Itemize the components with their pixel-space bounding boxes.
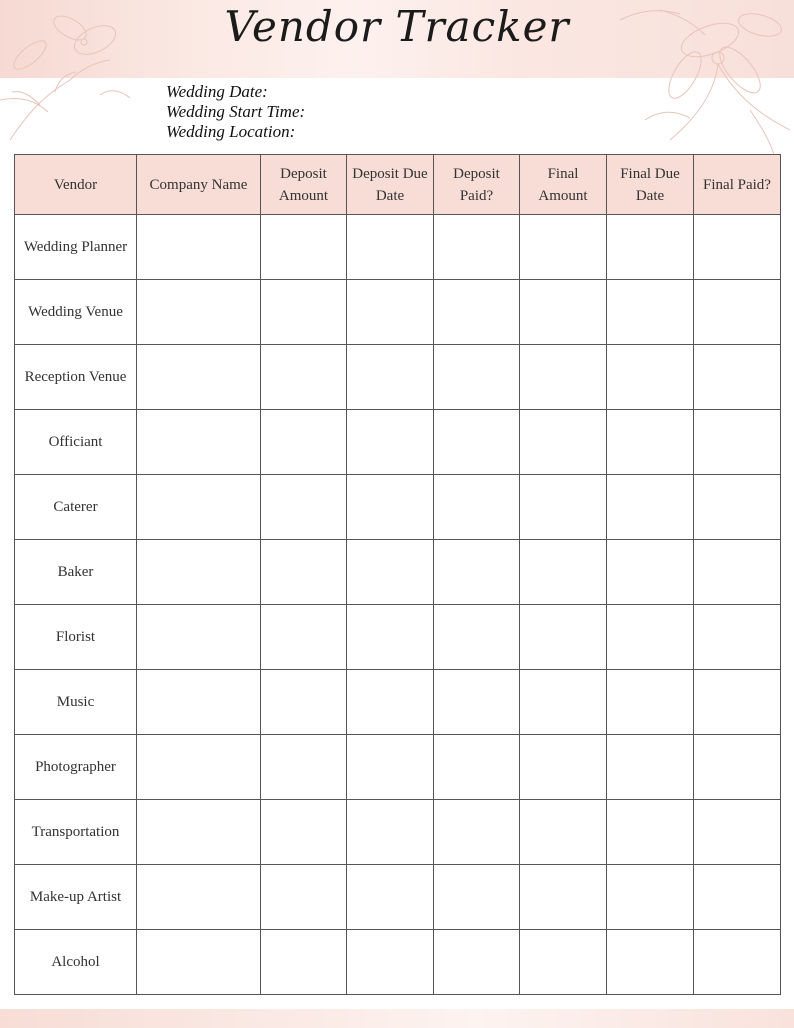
- company-name-cell[interactable]: [137, 540, 261, 605]
- company-name-cell[interactable]: [137, 930, 261, 995]
- company-name-cell[interactable]: [137, 410, 261, 475]
- final-amount-cell[interactable]: [520, 475, 607, 540]
- vendor-name: Alcohol: [15, 930, 137, 995]
- final-amount-cell[interactable]: [520, 800, 607, 865]
- table-row: [15, 540, 781, 605]
- deposit-paid-cell[interactable]: [434, 475, 520, 540]
- page-title: Vendor Tracker: [224, 2, 570, 51]
- deposit-paid-cell[interactable]: [434, 540, 520, 605]
- deposit-due-date-cell[interactable]: [347, 345, 434, 410]
- column-header: Deposit Due Date: [347, 155, 434, 215]
- final-paid-cell[interactable]: [694, 215, 781, 280]
- deposit-paid-cell[interactable]: [434, 800, 520, 865]
- deposit-amount-cell[interactable]: [261, 540, 347, 605]
- final-paid-cell[interactable]: [694, 735, 781, 800]
- final-paid-cell[interactable]: [694, 280, 781, 345]
- final-paid-cell[interactable]: [694, 800, 781, 865]
- column-header: Vendor: [15, 155, 137, 215]
- deposit-paid-cell[interactable]: [434, 410, 520, 475]
- deposit-due-date-cell[interactable]: [347, 280, 434, 345]
- final-amount-cell[interactable]: [520, 735, 607, 800]
- table-row: [15, 800, 781, 865]
- final-amount-cell[interactable]: [520, 280, 607, 345]
- final-amount-cell[interactable]: [520, 865, 607, 930]
- final-paid-cell[interactable]: [694, 930, 781, 995]
- deposit-due-date-cell[interactable]: [347, 410, 434, 475]
- deposit-due-date-cell[interactable]: [347, 735, 434, 800]
- deposit-paid-cell[interactable]: [434, 735, 520, 800]
- deposit-paid-cell[interactable]: [434, 930, 520, 995]
- final-due-date-cell[interactable]: [607, 930, 694, 995]
- vendor-name: Photographer: [15, 735, 137, 800]
- final-due-date-cell[interactable]: [607, 475, 694, 540]
- deposit-due-date-cell[interactable]: [347, 930, 434, 995]
- deposit-paid-cell[interactable]: [434, 215, 520, 280]
- deposit-amount-cell[interactable]: [261, 930, 347, 995]
- column-header: Final Amount: [520, 155, 607, 215]
- final-paid-cell[interactable]: [694, 410, 781, 475]
- final-due-date-cell[interactable]: [607, 865, 694, 930]
- deposit-amount-cell[interactable]: [261, 605, 347, 670]
- table-row: [15, 865, 781, 930]
- column-header: Company Name: [137, 155, 261, 215]
- wedding-date-label: Wedding Date:: [166, 82, 268, 101]
- final-due-date-cell[interactable]: [607, 800, 694, 865]
- deposit-due-date-cell[interactable]: [347, 670, 434, 735]
- final-due-date-cell[interactable]: [607, 410, 694, 475]
- wedding-location-label: Wedding Location:: [166, 122, 296, 141]
- vendor-name: Wedding Planner: [15, 215, 137, 280]
- vendor-name: Officiant: [15, 410, 137, 475]
- deposit-paid-cell[interactable]: [434, 605, 520, 670]
- table-row: [15, 475, 781, 540]
- final-amount-cell[interactable]: [520, 215, 607, 280]
- final-amount-cell[interactable]: [520, 930, 607, 995]
- vendor-name: Wedding Venue: [15, 280, 137, 345]
- deposit-amount-cell[interactable]: [261, 735, 347, 800]
- final-due-date-cell[interactable]: [607, 670, 694, 735]
- table-row: [15, 410, 781, 475]
- table-header-row: [15, 155, 781, 215]
- deposit-paid-cell[interactable]: [434, 670, 520, 735]
- vendor-table: [14, 154, 781, 995]
- column-header: Final Paid?: [694, 155, 781, 215]
- final-paid-cell[interactable]: [694, 540, 781, 605]
- company-name-cell[interactable]: [137, 475, 261, 540]
- final-amount-cell[interactable]: [520, 345, 607, 410]
- bottom-watercolor-band: [0, 1009, 794, 1028]
- deposit-amount-cell[interactable]: [261, 670, 347, 735]
- company-name-cell[interactable]: [137, 670, 261, 735]
- vendor-name: Make-up Artist: [15, 865, 137, 930]
- company-name-cell[interactable]: [137, 215, 261, 280]
- final-amount-cell[interactable]: [520, 605, 607, 670]
- final-due-date-cell[interactable]: [607, 215, 694, 280]
- column-header: Final Due Date: [607, 155, 694, 215]
- final-paid-cell[interactable]: [694, 345, 781, 410]
- company-name-cell[interactable]: [137, 800, 261, 865]
- final-paid-cell[interactable]: [694, 865, 781, 930]
- deposit-paid-cell[interactable]: [434, 280, 520, 345]
- final-amount-cell[interactable]: [520, 540, 607, 605]
- deposit-amount-cell[interactable]: [261, 410, 347, 475]
- deposit-amount-cell[interactable]: [261, 800, 347, 865]
- vendor-name: Reception Venue: [15, 345, 137, 410]
- deposit-due-date-cell[interactable]: [347, 215, 434, 280]
- vendor-name: Music: [15, 670, 137, 735]
- deposit-due-date-cell[interactable]: [347, 540, 434, 605]
- final-due-date-cell[interactable]: [607, 540, 694, 605]
- final-amount-cell[interactable]: [520, 410, 607, 475]
- final-due-date-cell[interactable]: [607, 280, 694, 345]
- company-name-cell[interactable]: [137, 345, 261, 410]
- final-paid-cell[interactable]: [694, 475, 781, 540]
- company-name-cell[interactable]: [137, 735, 261, 800]
- table-row: [15, 735, 781, 800]
- table-row: [15, 670, 781, 735]
- vendor-name: Baker: [15, 540, 137, 605]
- table-row: [15, 280, 781, 345]
- table-row: [15, 605, 781, 670]
- final-due-date-cell[interactable]: [607, 735, 694, 800]
- final-paid-cell[interactable]: [694, 670, 781, 735]
- table-row: [15, 215, 781, 280]
- deposit-amount-cell[interactable]: [261, 345, 347, 410]
- final-amount-cell[interactable]: [520, 670, 607, 735]
- table-row: [15, 930, 781, 995]
- deposit-amount-cell[interactable]: [261, 215, 347, 280]
- deposit-amount-cell[interactable]: [261, 475, 347, 540]
- final-due-date-cell[interactable]: [607, 605, 694, 670]
- company-name-cell[interactable]: [137, 865, 261, 930]
- deposit-amount-cell[interactable]: [261, 280, 347, 345]
- vendor-name: Caterer: [15, 475, 137, 540]
- deposit-due-date-cell[interactable]: [347, 865, 434, 930]
- company-name-cell[interactable]: [137, 280, 261, 345]
- wedding-info-block: [166, 82, 305, 142]
- deposit-due-date-cell[interactable]: [347, 475, 434, 540]
- final-due-date-cell[interactable]: [607, 345, 694, 410]
- deposit-amount-cell[interactable]: [261, 865, 347, 930]
- wedding-start-time-label: Wedding Start Time:: [166, 102, 306, 121]
- vendor-name: Transportation: [15, 800, 137, 865]
- column-header: Deposit Amount: [261, 155, 347, 215]
- deposit-paid-cell[interactable]: [434, 865, 520, 930]
- deposit-due-date-cell[interactable]: [347, 605, 434, 670]
- deposit-paid-cell[interactable]: [434, 345, 520, 410]
- deposit-due-date-cell[interactable]: [347, 800, 434, 865]
- company-name-cell[interactable]: [137, 605, 261, 670]
- final-paid-cell[interactable]: [694, 605, 781, 670]
- vendor-name: Florist: [15, 605, 137, 670]
- table-row: [15, 345, 781, 410]
- column-header: Deposit Paid?: [434, 155, 520, 215]
